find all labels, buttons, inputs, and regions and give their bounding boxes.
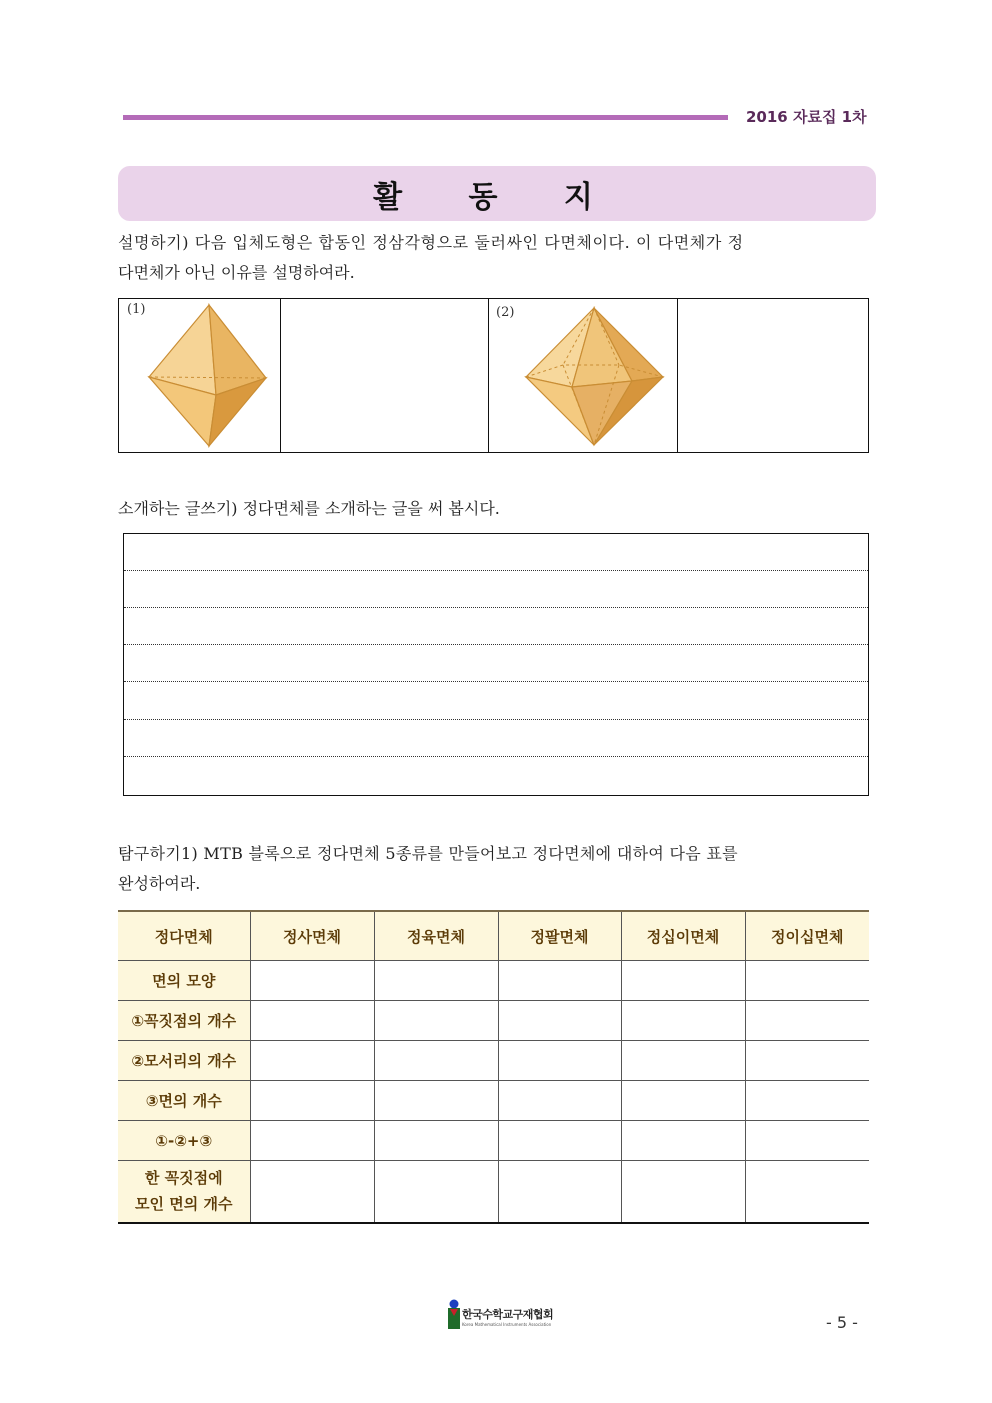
answer-cell[interactable] (498, 1041, 621, 1081)
writing-line[interactable] (124, 683, 868, 720)
row-header: ①꼭짓점의 개수 (118, 1001, 250, 1041)
explore-line: 탐구하기1) MTB 블록으로 정다면체 5종류를 만들어보고 정다면체에 대하여 다음 표를 (118, 844, 738, 863)
header-rule (123, 115, 728, 120)
answer-cell[interactable] (250, 1081, 374, 1121)
logo-text: 한국수학교구재협회 (462, 1308, 554, 1321)
table-header-row (118, 911, 869, 961)
column-header: 정육면체 (374, 911, 498, 961)
writing-line[interactable] (124, 720, 868, 757)
answer-cell[interactable] (621, 961, 745, 1001)
answer-cell[interactable] (745, 1041, 869, 1081)
row-header-line: 모인 면의 개수 (135, 1195, 233, 1214)
table-row (118, 1161, 869, 1223)
answer-cell[interactable] (250, 961, 374, 1001)
column-header: 정이십면체 (745, 911, 869, 961)
answer-cell[interactable] (250, 1161, 374, 1223)
association-logo (447, 1299, 557, 1331)
row-header (118, 1161, 250, 1223)
header-label: 2016 자료집 1차 (746, 108, 867, 126)
answer-cell[interactable] (374, 1041, 498, 1081)
pentagonal-bipyramid-icon (489, 299, 678, 454)
figure-cell-1 (119, 299, 280, 452)
figure-label: (2) (496, 305, 515, 320)
answer-cell[interactable] (498, 1081, 621, 1121)
polyhedra-data-table (118, 910, 869, 1224)
page-number: - 5 - (826, 1313, 858, 1332)
answer-cell[interactable] (621, 1121, 745, 1161)
row-header: ③면의 개수 (118, 1081, 250, 1121)
polyhedra-table (118, 298, 869, 453)
writing-line[interactable] (124, 571, 868, 608)
row-header: ①-②+③ (118, 1121, 250, 1161)
row-header-line: 한 꼭짓점에 (144, 1169, 223, 1188)
table-row (118, 1041, 869, 1081)
answer-cell[interactable] (498, 1001, 621, 1041)
answer-cell[interactable] (498, 1121, 621, 1161)
answer-cell[interactable] (374, 1001, 498, 1041)
answer-cell[interactable] (745, 1001, 869, 1041)
answer-cell[interactable] (621, 1081, 745, 1121)
column-header: 정다면체 (118, 911, 250, 961)
answer-cell[interactable] (374, 1161, 498, 1223)
answer-cell[interactable] (374, 961, 498, 1001)
figure-label: (1) (127, 302, 146, 317)
answer-cell[interactable] (498, 961, 621, 1001)
writing-line[interactable] (124, 534, 868, 571)
logo-mark-icon (447, 1299, 463, 1331)
explore-line: 완성하여라. (118, 874, 201, 893)
column-header: 정팔면체 (498, 911, 621, 961)
column-header: 정사면체 (250, 911, 374, 961)
explore-paragraph (118, 839, 872, 899)
answer-cell[interactable] (374, 1121, 498, 1161)
explain-line: 다면체가 아닌 이유를 설명하여라. (118, 263, 355, 282)
answer-cell[interactable] (621, 1041, 745, 1081)
answer-cell[interactable] (250, 1041, 374, 1081)
answer-cell[interactable] (250, 1121, 374, 1161)
writing-line[interactable] (124, 758, 868, 796)
logo-subtext: Korea Mathematical Instruments Association (462, 1322, 552, 1327)
intro-line: 소개하는 글쓰기) 정다면체를 소개하는 글을 써 봅시다. (118, 499, 500, 518)
triangular-bipyramid-icon (119, 299, 280, 454)
answer-cell-1[interactable] (280, 299, 488, 452)
writing-line[interactable] (124, 645, 868, 682)
table-row (118, 1081, 869, 1121)
writing-line[interactable] (124, 608, 868, 645)
row-header: ②모서리의 개수 (118, 1041, 250, 1081)
answer-cell[interactable] (250, 1001, 374, 1041)
row-header: 면의 모양 (118, 961, 250, 1001)
answer-cell[interactable] (621, 1161, 745, 1223)
intro-prompt (118, 494, 872, 524)
answer-cell[interactable] (745, 961, 869, 1001)
page-title: 활 동 지 (118, 166, 876, 221)
writing-box[interactable] (123, 533, 869, 796)
explain-paragraph (118, 228, 872, 288)
answer-cell[interactable] (374, 1081, 498, 1121)
table-row (118, 1001, 869, 1041)
answer-cell[interactable] (745, 1081, 869, 1121)
answer-cell[interactable] (745, 1161, 869, 1223)
figure-cell-2 (488, 299, 677, 452)
answer-cell[interactable] (621, 1001, 745, 1041)
answer-cell[interactable] (745, 1121, 869, 1161)
table-row (118, 961, 869, 1001)
answer-cell[interactable] (498, 1161, 621, 1223)
explain-line: 설명하기) 다음 입체도형은 합동인 정삼각형으로 둘러싸인 다면체이다. 이 다면체가 정 (118, 233, 744, 252)
answer-cell-2[interactable] (677, 299, 870, 452)
table-row (118, 1121, 869, 1161)
column-header: 정십이면체 (621, 911, 745, 961)
